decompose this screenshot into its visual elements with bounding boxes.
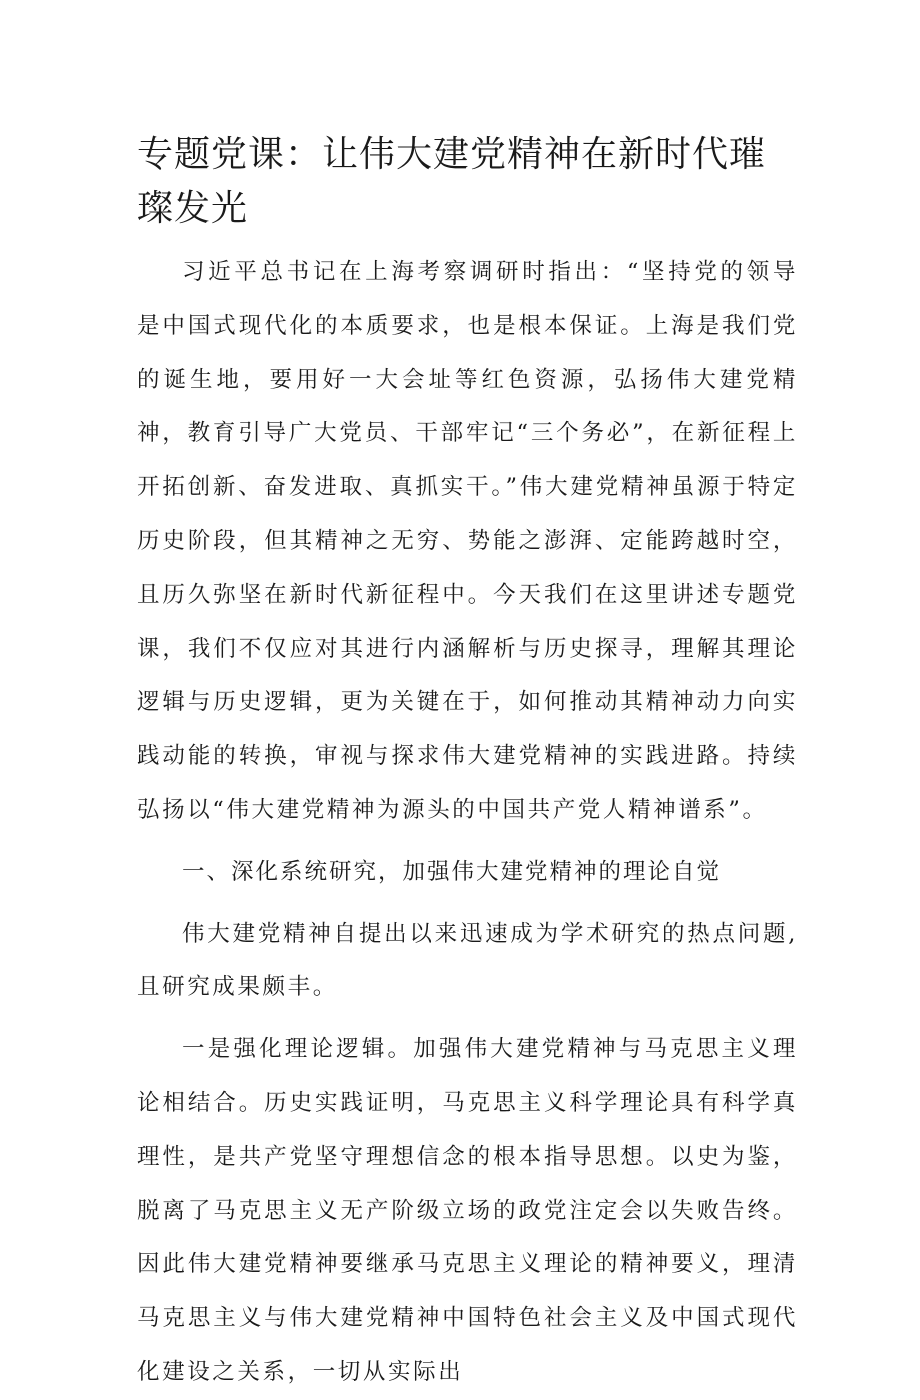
paragraph-point-1: 一是强化理论逻辑。加强伟大建党精神与马克思主义理论相结合。历史实践证明，马克思主义科学理论具有科学真理性，是共产党坚守理想信念的根本指导思想。以史为鉴，脱离了马克思主义无产阶级立场的政党注定会以失败告终。因此伟大建党精神要继承马克思主义理论的精神要义，理清马克思主义与伟大建党精神中国特色社会主义及中国式现代化建设之关系，一切从实际出 [137, 1036, 798, 1385]
section-heading-1: 一、深化系统研究，加强伟大建党精神的理论自觉 [182, 858, 722, 885]
document-title: 专题党课：让伟大建党精神在新时代璀璨发光 [137, 134, 767, 229]
paragraph-section1-intro: 伟大建党精神自提出以来迅速成为学术研究的热点问题,且研究成果颇丰。 [137, 920, 798, 1001]
paragraph-intro: 习近平总书记在上海考察调研时指出：“坚持党的领导是中国式现代化的本质要求，也是根本保证。上海是我们党的诞生地，要用好一大会址等红色资源，弘扬伟大建党精神，教育引导广大党员、干部牢记“三个务必”，在新征程上开拓创新、奋发进取、真抓实干。”伟大建党精神虽源于特定历史阶段，但其精神之无穷、势能之澎湃、定能跨越时空，且历久弥坚在新时代新征程中。今天我们在这里讲述专题党课，我们不仅应对其进行内涵解析与历史探寻，理解其理论逻辑与历史逻辑，更为关键在于，如何推动其精神动力向实践动能的转换，审视与探求伟大建党精神的实践进路。持续弘扬以“伟大建党精神为源头的中国共产党人精神谱系”。 [137, 259, 798, 823]
